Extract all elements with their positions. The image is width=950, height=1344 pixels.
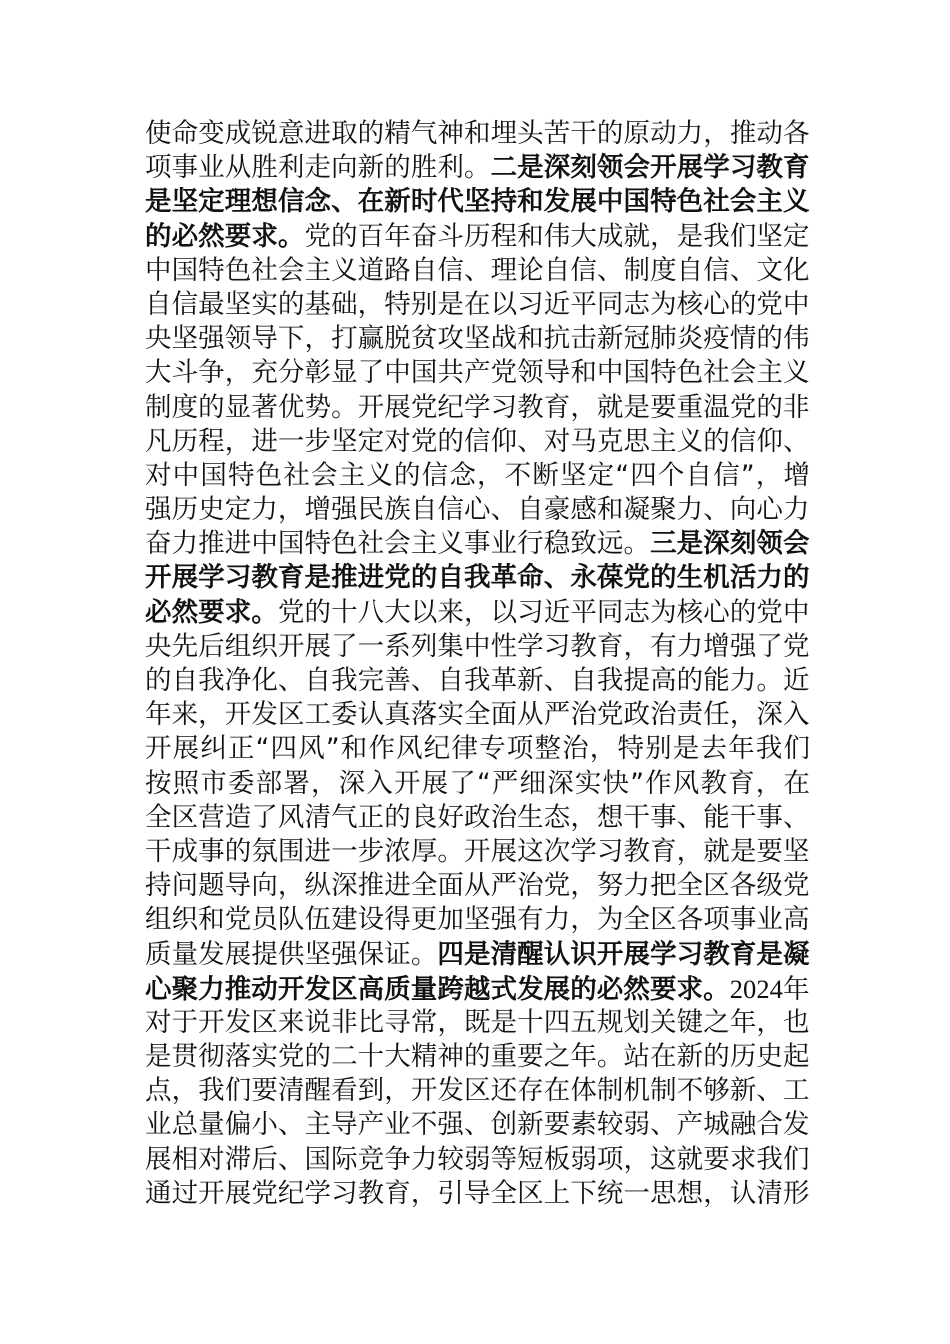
text-line — [145, 391, 810, 425]
text-segment: 全区营造了风清气正的良好政治生态，想干事、能干事、 — [145, 801, 810, 833]
bold-text-segment: 的必然要求。 — [145, 220, 305, 252]
bold-text-segment: 必然要求。 — [145, 596, 278, 628]
text-segment: 对中国特色社会主义的信念，不断坚定“四个自信”，增 — [145, 459, 812, 491]
text-line — [145, 1177, 810, 1211]
bold-text-segment: 二是深刻领会开展学习教育 — [490, 152, 810, 184]
text-segment: 组织和党员队伍建设得更加坚强有力，为全区各项事业高 — [145, 904, 810, 936]
bold-text-segment: 是坚定理想信念、在新时代坚持和发展中国特色社会主义 — [145, 186, 810, 218]
text-segment: 业总量偏小、主导产业不强、创新要素较弱、产城融合发 — [145, 1109, 810, 1141]
text-line — [145, 698, 810, 732]
text-segment: 中国特色社会主义道路自信、理论自信、制度自信、文化 — [145, 254, 810, 286]
text-line — [145, 117, 810, 151]
text-line — [145, 459, 810, 493]
text-line — [145, 527, 810, 561]
text-segment: 通过开展党纪学习教育，引导全区上下统一思想，认清形 — [145, 1177, 810, 1209]
text-line — [145, 254, 810, 288]
text-line — [145, 288, 810, 322]
text-line — [145, 425, 810, 459]
text-segment: 央先后组织开展了一系列集中性学习教育，有力增强了党 — [145, 630, 810, 662]
text-segment: 党的十八大以来，以习近平同志为核心的党中 — [277, 596, 810, 628]
text-line — [145, 972, 810, 1006]
bold-text-segment: 心聚力推动开发区高质量跨越式发展的必然要求。 — [145, 973, 730, 1005]
text-segment: 年来，开发区工委认真落实全面从严治党政治责任，深入 — [145, 699, 810, 731]
text-line — [145, 869, 810, 903]
text-segment: 制度的显著优势。开展党纪学习教育，就是要重温党的非 — [145, 391, 810, 423]
bold-text-segment: 开展学习教育是推进党的自我革命、永葆党的生机活力的 — [145, 562, 810, 594]
text-segment: 开展纠正“四风”和作风纪律专项整治，特别是去年我们 — [145, 733, 812, 765]
text-line — [145, 596, 810, 630]
text-segment: 凡历程，进一步坚定对党的信仰、对马克思主义的信仰、 — [145, 425, 810, 457]
text-segment: 展相对滞后、国际竞争力较弱等短板弱项，这就要求我们 — [145, 1143, 810, 1175]
text-line — [145, 1108, 810, 1142]
text-segment: 奋力推进中国特色社会主义事业行稳致远。 — [145, 528, 651, 560]
text-segment: 央坚强领导下，打赢脱贫攻坚战和抗击新冠肺炎疫情的伟 — [145, 323, 810, 355]
text-segment: 的自我净化、自我完善、自我革新、自我提高的能力。近 — [145, 665, 810, 696]
body-text — [145, 117, 810, 1211]
text-line — [145, 185, 810, 219]
text-line — [145, 801, 810, 835]
text-line — [145, 630, 810, 664]
text-segment: 使命变成锐意进取的精气神和埋头苦干的原动力，推动各 — [145, 118, 810, 149]
text-segment: 2024 — [729, 973, 784, 1004]
text-segment: 年 — [783, 973, 810, 1005]
text-segment: 干成事的氛围进一步浓厚。开展这次学习教育，就是要坚 — [145, 835, 810, 867]
text-segment: 强历史定力，增强民族自信心、自豪感和凝聚力、向心力 — [145, 494, 810, 526]
text-segment: 点，我们要清醒看到，开发区还存在体制机制不够新、工 — [145, 1075, 810, 1107]
text-line — [145, 732, 810, 766]
text-line — [145, 664, 810, 698]
text-line — [145, 1040, 810, 1074]
text-segment: 党的百年奋斗历程和伟大成就，是我们坚定 — [304, 220, 810, 252]
text-line — [145, 767, 810, 801]
bold-text-segment: 三是深刻领会 — [650, 528, 810, 560]
text-segment: 持问题导向，纵深推进全面从严治党，努力把全区各级党 — [145, 870, 810, 902]
text-segment: 按照市委部署，深入开展了“严细深实快”作风教育，在 — [145, 767, 812, 799]
text-segment: 是贯彻落实党的二十大精神的重要之年。站在新的历史起 — [145, 1041, 810, 1073]
text-segment: 对于开发区来说非比寻常，既是十四五规划关键之年，也 — [145, 1006, 810, 1038]
text-segment: 项事业从胜利走向新的胜利。 — [145, 152, 491, 184]
text-line — [145, 1074, 810, 1108]
text-segment: 自信最坚实的基础，特别是在以习近平同志为核心的党中 — [145, 288, 810, 320]
text-line — [145, 1006, 810, 1040]
text-line — [145, 903, 810, 937]
text-line — [145, 1143, 810, 1177]
text-line — [145, 493, 810, 527]
text-line — [145, 938, 810, 972]
text-line — [145, 220, 810, 254]
text-line — [145, 561, 810, 595]
text-line — [145, 835, 810, 869]
text-line — [145, 322, 810, 356]
text-segment: 大斗争，充分彰显了中国共产党领导和中国特色社会主义 — [145, 357, 810, 389]
text-segment: 质量发展提供坚强保证。 — [145, 938, 438, 970]
text-line — [145, 356, 810, 390]
text-line — [145, 151, 810, 185]
bold-text-segment: 四是清醒认识开展学习教育是凝 — [437, 938, 810, 970]
